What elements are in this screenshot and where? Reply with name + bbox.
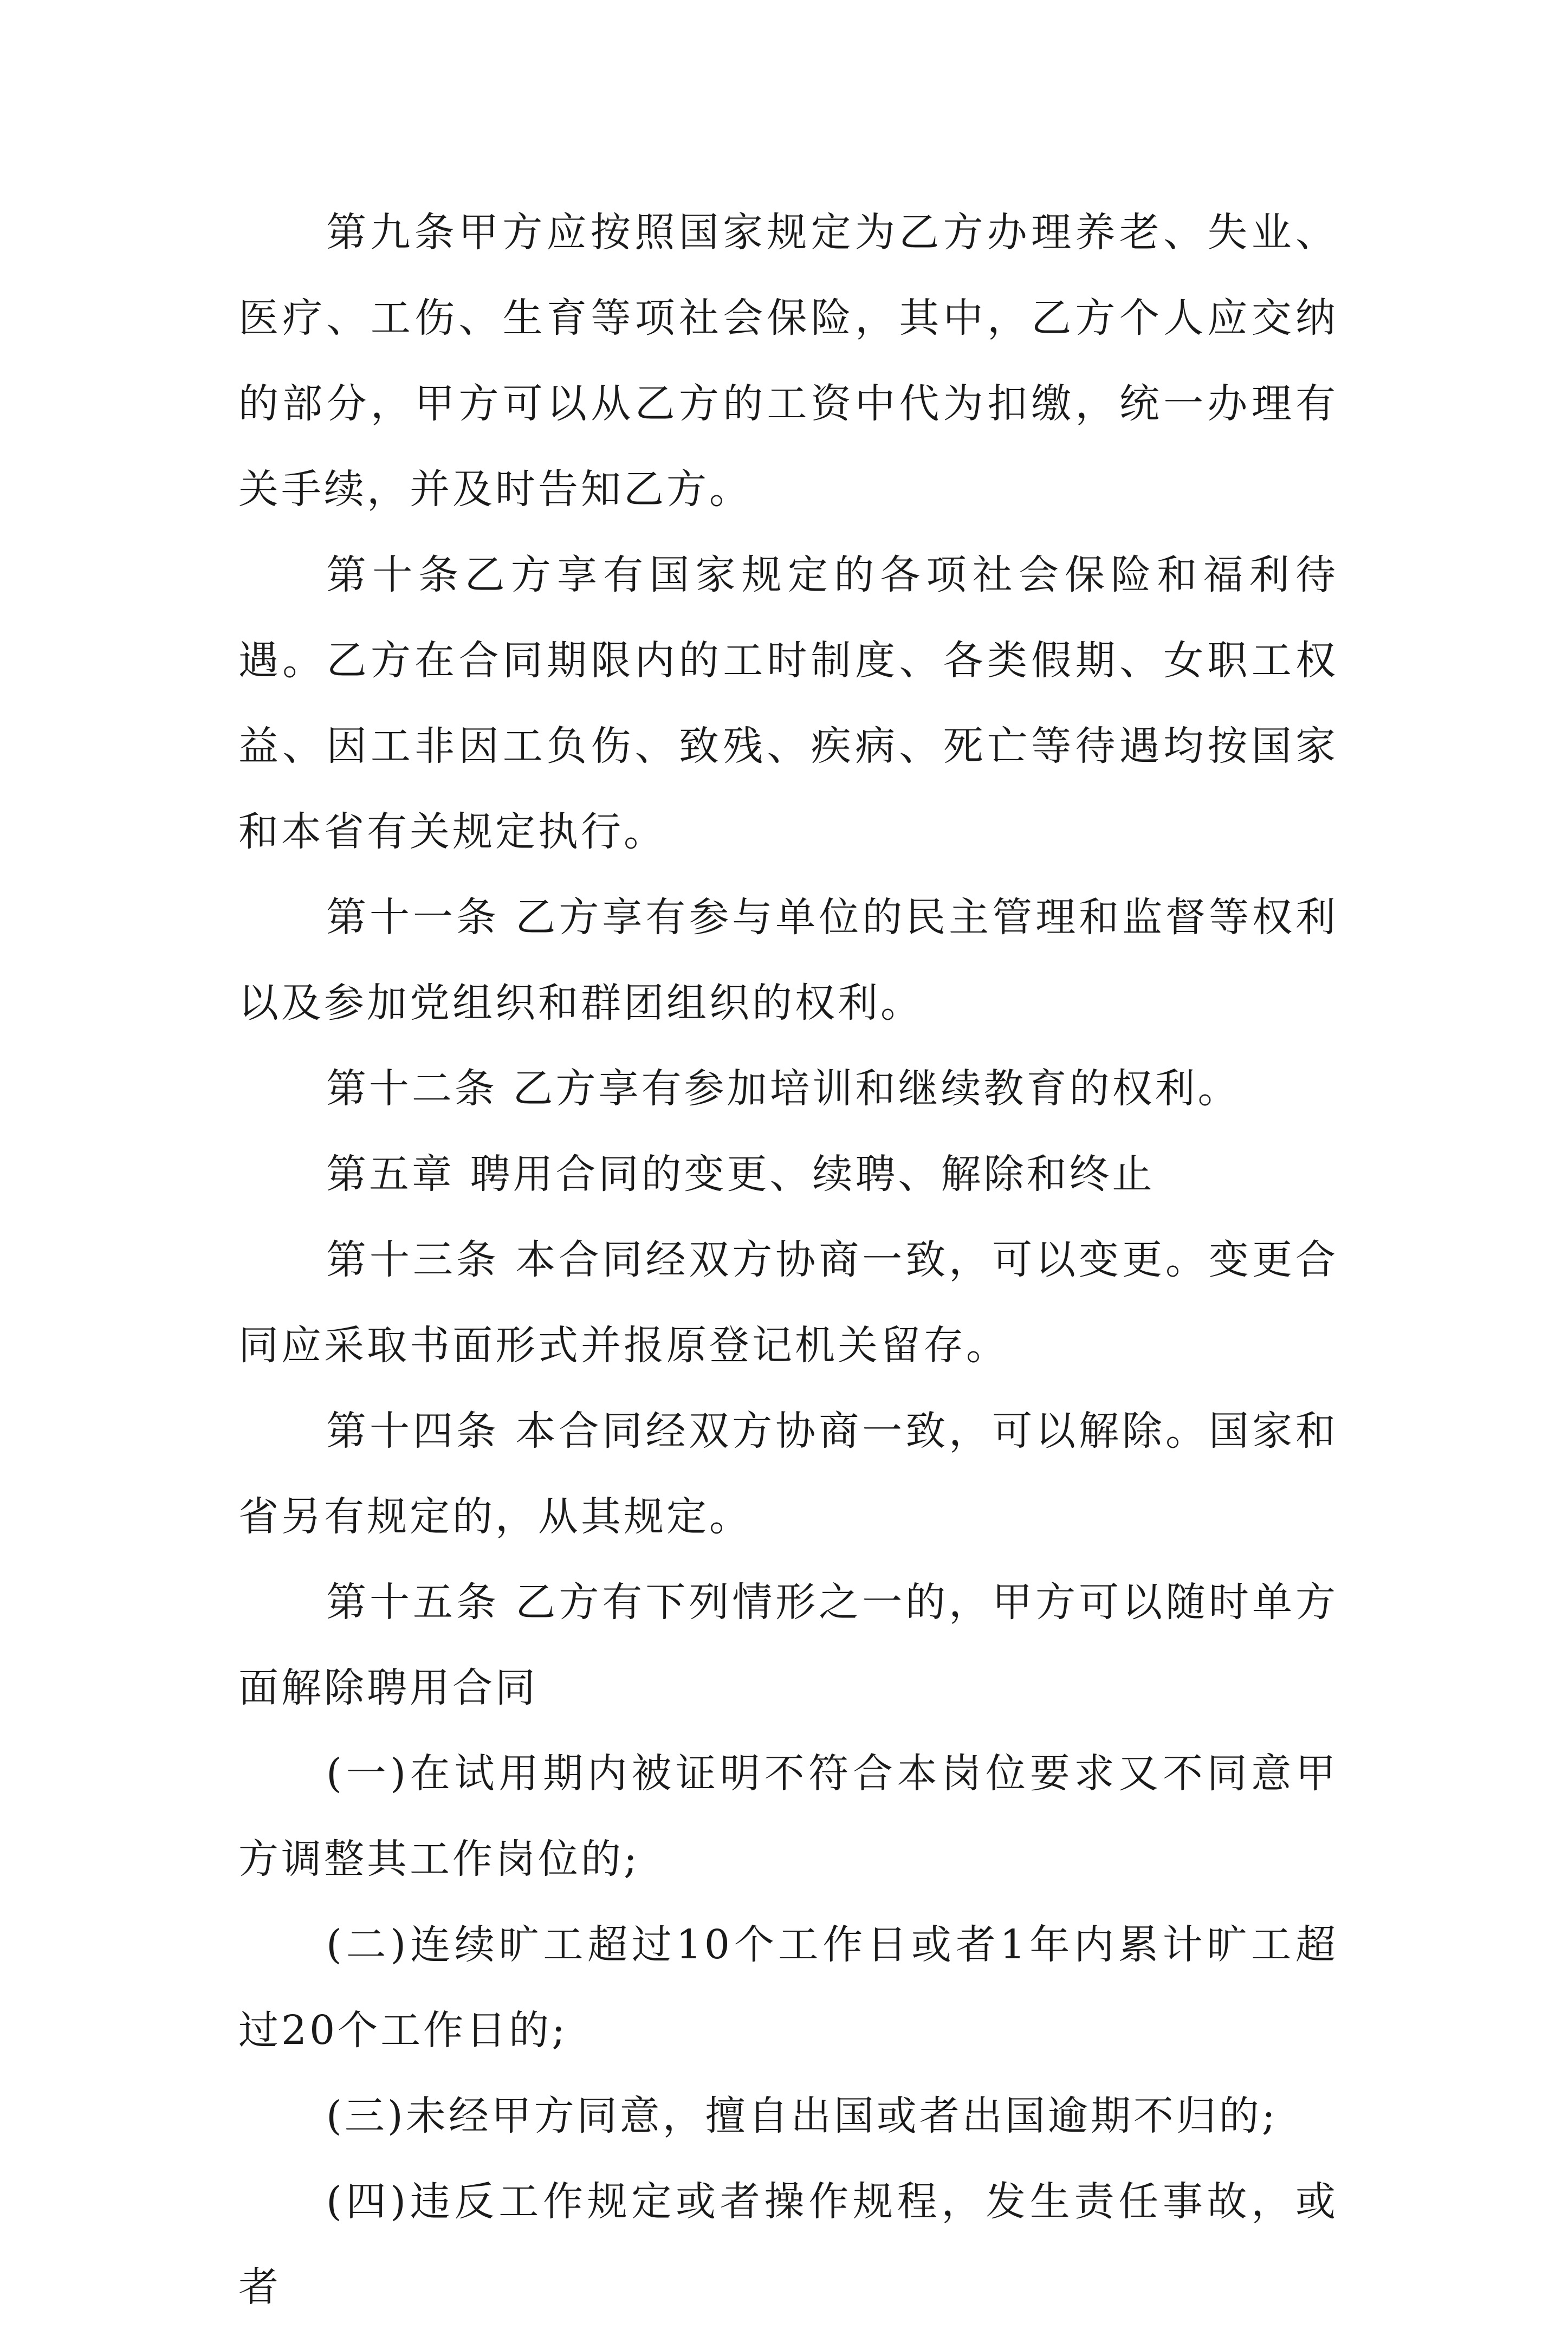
document-body bbox=[238, 190, 1338, 2330]
list-item-3: (三)未经甲方同意，擅自出国或者出国逾期不归的; bbox=[326, 2093, 1278, 2139]
list-item-4: (四)违反工作规定或者操作规程，发生责任事故，或者 bbox=[238, 2178, 1338, 2310]
list-item-2: (二)连续旷工超过10个工作日或者1年内累计旷工超过20个工作日的; bbox=[238, 1921, 1338, 2054]
paragraph-article-15: 第十五条 乙方有下列情形之一的，甲方可以随时单方面解除聘用合同 bbox=[238, 1579, 1338, 1711]
chapter-5-heading: 第五章 聘用合同的变更、续聘、解除和终止 bbox=[326, 1151, 1155, 1198]
paragraph-article-11: 第十一条 乙方享有参与单位的民主管理和监督等权利以及参加党组织和群团组织的权利。 bbox=[238, 894, 1338, 1026]
paragraph-article-14: 第十四条 本合同经双方协商一致，可以解除。国家和省另有规定的，从其规定。 bbox=[238, 1408, 1338, 1540]
paragraph-article-9: 第九条甲方应按照国家规定为乙方办理养老、失业、医疗、工伤、生育等项社会保险，其中，乙方个人应交纳的部分，甲方可以从乙方的工资中代为扣缴，统一办理有关手续，并及时告知乙方。 bbox=[238, 209, 1338, 513]
paragraph-article-10: 第十条乙方享有国家规定的各项社会保险和福利待遇。乙方在合同期限内的工时制度、各类假期、女职工权益、因工非因工负伤、致残、疾病、死亡等待遇均按国家和本省有关规定执行。 bbox=[238, 552, 1338, 855]
paragraph-article-13: 第十三条 本合同经双方协商一致，可以变更。变更合同应采取书面形式并报原登记机关留存。 bbox=[238, 1237, 1338, 1369]
list-item-1: (一)在试用期内被证明不符合本岗位要求又不同意甲方调整其工作岗位的; bbox=[238, 1750, 1338, 1882]
paragraph-article-12: 第十二条 乙方享有参加培训和继续教育的权利。 bbox=[326, 1065, 1241, 1112]
